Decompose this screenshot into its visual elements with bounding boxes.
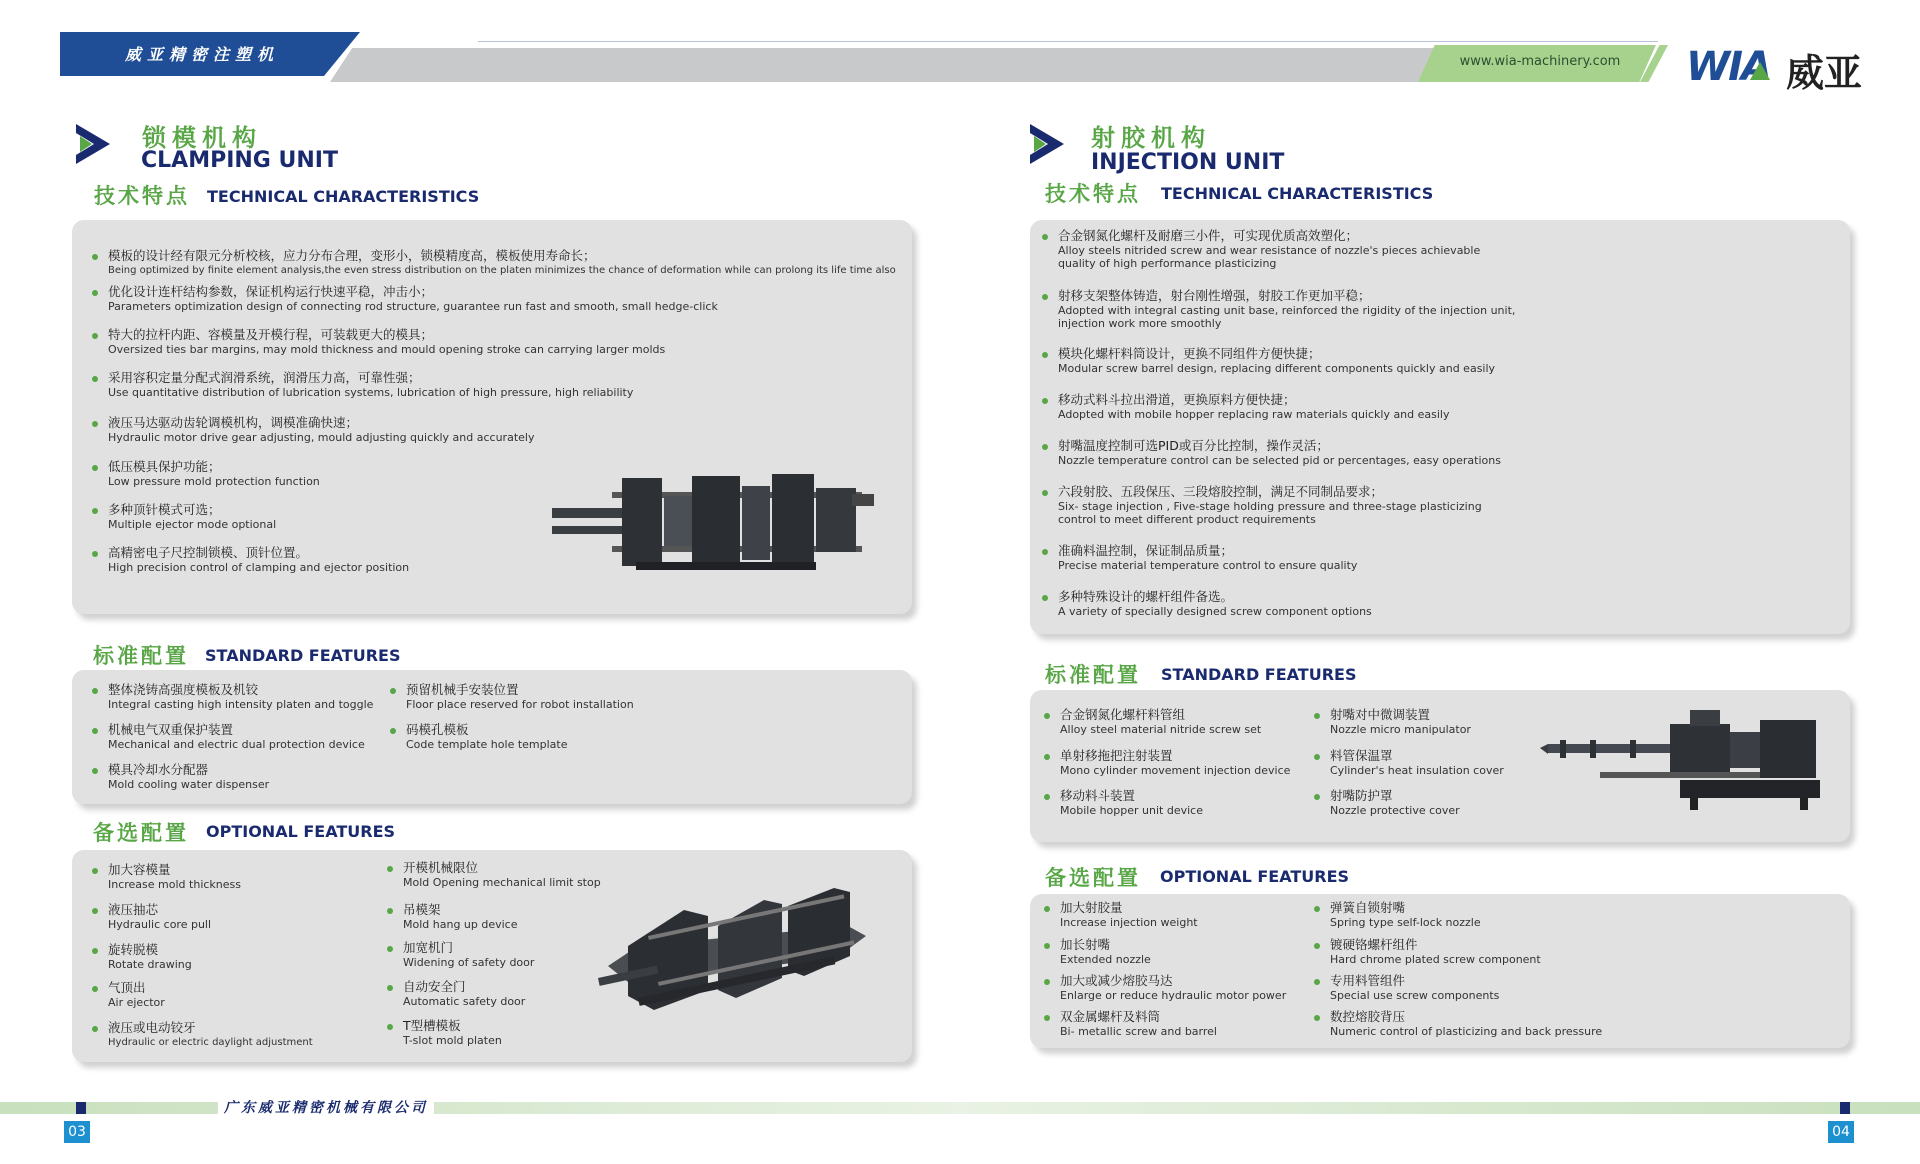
item-en: Adopted with mobile hopper replacing raw materials quickly and easily — [1058, 408, 1450, 421]
item-en: Alloy steel material nitride screw set — [1060, 723, 1262, 736]
list-item — [1042, 484, 1482, 526]
item-cn: 预留机械手安装位置 — [406, 682, 519, 697]
item-en: Nozzle micro manipulator — [1330, 723, 1471, 736]
item-en: Use quantitative distribution of lubrication systems, lubrication of high pressure, high reliability — [108, 386, 634, 399]
injection-standard-title-cn: 标准配置 — [1045, 663, 1141, 687]
item-cn: T型槽模板 — [403, 1018, 461, 1033]
item-cn: 液压或电动铰牙 — [108, 1020, 196, 1035]
list-item — [1042, 288, 1515, 330]
list-item — [1314, 937, 1541, 966]
footer-company-name: 广东威亚精密机械有限公司 — [218, 1097, 434, 1117]
item-en: Hydraulic or electric daylight adjustment — [108, 1037, 313, 1048]
page-number-right: 04 — [1828, 1121, 1854, 1143]
item-cn: 加大或减少熔胶马达 — [1060, 973, 1173, 988]
footer-marker-left — [76, 1102, 86, 1114]
list-item — [1044, 1009, 1217, 1038]
injection-title-en: INJECTION UNIT — [1091, 150, 1285, 175]
item-cn: 液压马达驱动齿轮调模机构，调模准确快速； — [108, 415, 359, 430]
website-url[interactable]: www.wia-machinery.com — [1459, 54, 1621, 69]
item-cn: 低压模具保护功能； — [108, 459, 221, 474]
list-item — [92, 902, 211, 931]
item-en: Nozzle protective cover — [1330, 804, 1460, 817]
item-en: Adopted with integral casting unit base, reinforced the rigidity of the injection unit, — [1058, 304, 1516, 317]
item-cn: 六段射胶、五段保压、三段熔胶控制，满足不同制品要求； — [1058, 484, 1384, 499]
list-item — [1314, 1009, 1602, 1038]
item-cn: 机械电气双重保护装置 — [108, 722, 234, 737]
list-item — [92, 862, 241, 891]
item-cn: 码模孔模板 — [406, 722, 469, 737]
item-cn: 模块化螺杆料筒设计，更换不同组件方便快捷； — [1058, 346, 1321, 361]
list-item — [390, 682, 634, 711]
item-en-continued: injection work more smoothly — [1058, 317, 1222, 330]
clamping-standard-title-cn: 标准配置 — [93, 644, 189, 668]
list-item — [92, 415, 534, 444]
list-item — [1044, 788, 1203, 817]
item-cn: 数控熔胶背压 — [1330, 1009, 1406, 1024]
item-cn: 气顶出 — [108, 980, 146, 995]
injection-tech-title-en: TECHNICAL CHARACTERISTICS — [1161, 184, 1434, 203]
item-cn: 自动安全门 — [403, 979, 466, 994]
logo-wordmark: WIA — [1686, 44, 1770, 90]
clamping-optional-title-en: OPTIONAL FEATURES — [206, 822, 396, 841]
injection-optional-title-cn: 备选配置 — [1045, 866, 1141, 890]
item-cn: 加大射胶量 — [1060, 900, 1123, 915]
list-item — [390, 722, 568, 751]
list-item — [1042, 392, 1450, 421]
item-cn: 专用料管组件 — [1330, 973, 1406, 988]
item-en: Alloy steels nitrided screw and wear resistance of nozzle's pieces achievable — [1058, 244, 1481, 257]
item-en: Hard chrome plated screw component — [1330, 953, 1541, 966]
item-cn: 优化设计连杆结构参数，保证机构运行快速平稳，冲击小； — [108, 284, 434, 299]
section-chevron-icon — [1030, 124, 1064, 164]
item-cn: 射移支架整体铸造，射台刚性增强，射胶工作更加平稳； — [1058, 288, 1371, 303]
item-cn: 准确料温控制，保证制品质量； — [1058, 543, 1234, 558]
clamping-tech-title-cn: 技术特点 — [94, 184, 190, 208]
item-en: Parameters optimization design of connecting rod structure, guarantee run fast and smooth, small hedge-click — [108, 300, 718, 313]
list-item — [1042, 589, 1372, 618]
item-cn: 料管保温罩 — [1330, 748, 1393, 763]
item-cn: 吊模架 — [403, 902, 441, 917]
clamping-unit-image — [552, 466, 878, 576]
item-cn: 镀硬铬螺杆组件 — [1330, 937, 1418, 952]
list-item — [387, 902, 518, 931]
item-cn: 移动料斗装置 — [1060, 788, 1136, 803]
list-item — [1314, 973, 1499, 1002]
list-item — [387, 1018, 502, 1047]
list-item — [92, 545, 409, 574]
item-cn: 双金属螺杆及料筒 — [1060, 1009, 1161, 1024]
item-en-continued: quality of high performance plasticizing — [1058, 257, 1277, 270]
logo-triangle-icon — [1750, 62, 1770, 80]
clamping-unit-perspective-image — [598, 886, 872, 1022]
item-cn: 射嘴防护罩 — [1330, 788, 1393, 803]
item-en: Increase injection weight — [1060, 916, 1198, 929]
clamping-optional-title-cn: 备选配置 — [93, 821, 189, 845]
list-item — [92, 327, 665, 356]
header-banner-text: 威亚精密注塑机 — [125, 45, 280, 64]
item-en: Hydraulic core pull — [108, 918, 212, 931]
list-item — [387, 860, 601, 889]
item-cn: 射嘴温度控制可选PID或百分比控制，操作灵活； — [1058, 438, 1329, 453]
page-number-left: 03 — [64, 1121, 90, 1143]
header-gray-band — [330, 48, 1440, 82]
list-item — [1044, 973, 1286, 1002]
item-en: Rotate drawing — [108, 958, 192, 971]
item-en: Mold cooling water dispenser — [108, 778, 270, 791]
item-cn: 单射移拖把注射装置 — [1060, 748, 1173, 763]
item-en: Spring type self-lock nozzle — [1330, 916, 1481, 929]
item-cn: 特大的拉杆内距、容模量及开模行程，可装载更大的模具； — [108, 327, 434, 342]
item-cn: 合金钢氮化螺杆料管组 — [1060, 707, 1186, 722]
clamping-title-en: CLAMPING UNIT — [141, 148, 338, 173]
item-en: Integral casting high intensity platen and toggle — [108, 698, 374, 711]
list-item — [92, 682, 373, 711]
list-item — [92, 459, 320, 488]
item-en: Widening of safety door — [403, 956, 535, 969]
item-cn: 合金钢氮化螺杆及耐磨三小件，可实现优质高效塑化； — [1058, 228, 1359, 243]
item-cn: 模具冷却水分配器 — [108, 762, 209, 777]
list-item — [92, 722, 365, 751]
item-cn: 高精密电子尺控制锁模、顶针位置。 — [108, 545, 309, 560]
list-item — [1314, 707, 1471, 736]
list-item — [92, 762, 269, 791]
item-en: Mechanical and electric dual protection device — [108, 738, 365, 751]
list-item — [1042, 543, 1357, 572]
item-en: Enlarge or reduce hydraulic motor power — [1060, 989, 1287, 1002]
injection-unit-image — [1540, 710, 1830, 810]
item-cn: 旋转脱模 — [108, 942, 159, 957]
item-cn: 加大容模量 — [108, 862, 171, 877]
item-en: Cylinder's heat insulation cover — [1330, 764, 1504, 777]
item-en: Automatic safety door — [403, 995, 526, 1008]
list-item — [92, 370, 633, 399]
item-en: Multiple ejector mode optional — [108, 518, 277, 531]
item-en: Six- stage injection , Five-stage holding pressure and three-stage plasticizing — [1058, 500, 1482, 513]
list-item — [1314, 748, 1504, 777]
item-en: T-slot mold platen — [403, 1034, 502, 1047]
item-en: Bi- metallic screw and barrel — [1060, 1025, 1217, 1038]
item-en: Mobile hopper unit device — [1060, 804, 1203, 817]
list-item — [92, 502, 276, 531]
clamping-title-cn: 锁模机构 — [142, 124, 262, 152]
list-item — [92, 942, 192, 971]
list-item — [1314, 900, 1481, 929]
item-en: Mold Opening mechanical limit stop — [403, 876, 601, 889]
item-cn: 液压抽芯 — [108, 902, 159, 917]
footer-marker-right — [1840, 1102, 1850, 1114]
injection-optional-title-en: OPTIONAL FEATURES — [1160, 867, 1350, 886]
list-item — [1314, 788, 1460, 817]
list-item — [92, 284, 718, 313]
item-en: Low pressure mold protection function — [108, 475, 320, 488]
item-en: Code template hole template — [406, 738, 568, 751]
item-cn: 整体浇铸高强度模板及机铰 — [108, 682, 259, 697]
item-en: Being optimized by finite element analysis,the even stress distribution on the platen minimizes the chance of deformation while can prolong its life time also — [108, 265, 896, 276]
list-item — [1044, 937, 1151, 966]
item-en: Increase mold thickness — [108, 878, 241, 891]
item-cn: 开模机械限位 — [403, 860, 479, 875]
item-cn: 采用容积定量分配式润滑系统，润滑压力高，可靠性强； — [108, 370, 421, 385]
list-item — [387, 979, 525, 1008]
injection-tech-title-cn: 技术特点 — [1045, 182, 1141, 206]
item-cn: 移动式料斗拉出滑道，更换原料方便快捷； — [1058, 392, 1296, 407]
item-en: Mono cylinder movement injection device — [1060, 764, 1291, 777]
item-en: Extended nozzle — [1060, 953, 1151, 966]
item-cn: 模板的设计经有限元分析校核，应力分布合理，变形小，锁模精度高，模板使用寿命长； — [108, 248, 596, 263]
list-item — [1042, 228, 1480, 270]
clamping-standard-title-en: STANDARD FEATURES — [205, 646, 401, 665]
item-en: Air ejector — [108, 996, 165, 1009]
item-en: Nozzle temperature control can be selected pid or percentages, easy operations — [1058, 454, 1501, 467]
list-item — [1044, 900, 1198, 929]
list-item — [92, 1020, 313, 1049]
item-cn: 多种顶针模式可选； — [108, 502, 221, 517]
item-en: High precision control of clamping and ejector position — [108, 561, 410, 574]
item-en: Hydraulic motor drive gear adjusting, mould adjusting quickly and accurately — [108, 431, 535, 444]
item-en: Precise material temperature control to ensure quality — [1058, 559, 1358, 572]
item-en: Oversized ties bar margins, may mold thickness and mould opening stroke can carrying larger molds — [108, 343, 666, 356]
item-en: Special use screw components — [1330, 989, 1500, 1002]
item-en: Mold hang up device — [403, 918, 518, 931]
item-cn: 射嘴对中微调装置 — [1330, 707, 1431, 722]
item-en: Modular screw barrel design, replacing different components quickly and easily — [1058, 362, 1496, 375]
item-en: A variety of specially designed screw component options — [1058, 605, 1372, 618]
item-en-continued: control to meet different product requirements — [1058, 513, 1316, 526]
item-cn: 加宽机门 — [403, 940, 454, 955]
list-item — [92, 248, 896, 277]
logo-chinese: 威亚 — [1786, 51, 1863, 95]
item-cn: 多种特殊设计的螺杆组件备选。 — [1058, 589, 1234, 604]
item-en: Numeric control of plasticizing and back pressure — [1330, 1025, 1603, 1038]
list-item — [92, 980, 165, 1009]
clamping-tech-title-en: TECHNICAL CHARACTERISTICS — [207, 187, 480, 206]
injection-title-cn: 射胶机构 — [1091, 124, 1211, 152]
section-chevron-icon — [76, 124, 110, 164]
list-item — [1044, 707, 1261, 736]
item-cn: 加长射嘴 — [1060, 937, 1111, 952]
header-rule — [478, 41, 1658, 42]
item-en: Floor place reserved for robot installation — [406, 698, 634, 711]
list-item — [387, 940, 534, 969]
item-cn: 弹簧自锁射嘴 — [1330, 900, 1406, 915]
list-item — [1044, 748, 1290, 777]
injection-standard-title-en: STANDARD FEATURES — [1161, 665, 1357, 684]
list-item — [1042, 438, 1501, 467]
list-item — [1042, 346, 1495, 375]
